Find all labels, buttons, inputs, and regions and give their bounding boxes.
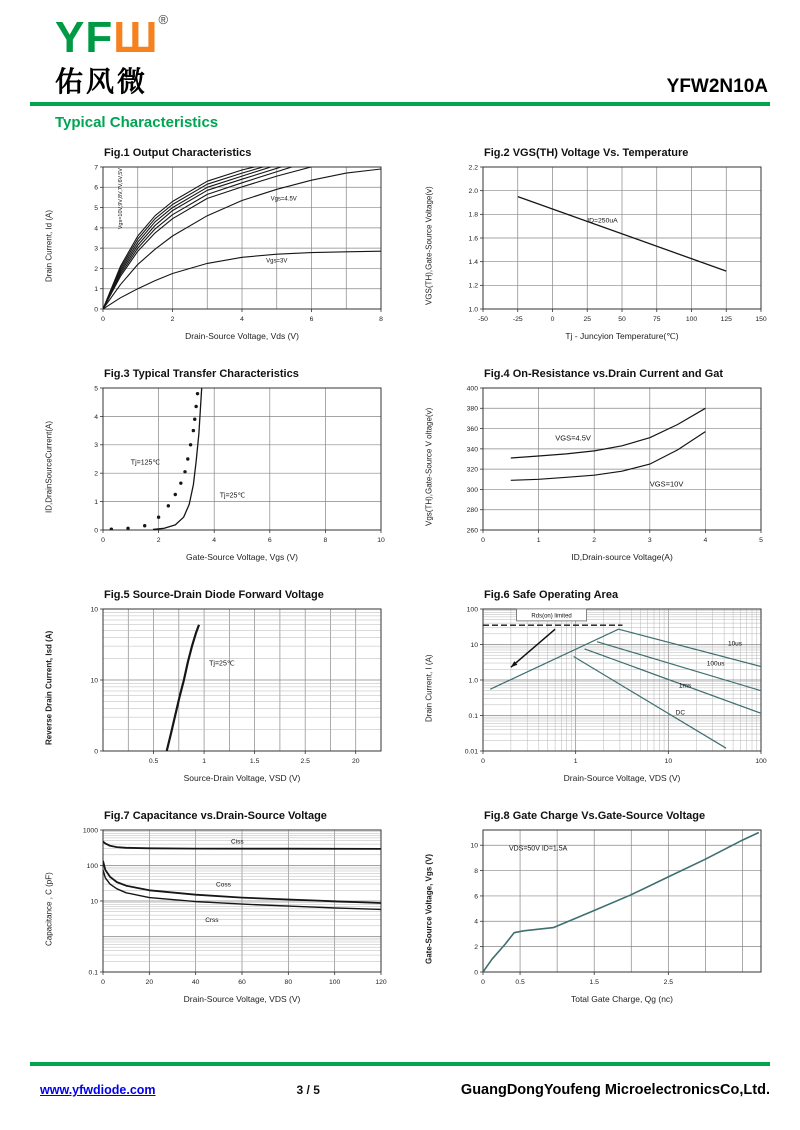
header-divider [30, 102, 770, 106]
logo-wordmark [55, 12, 170, 62]
figure-2-panel [422, 135, 794, 356]
fig5-chart [57, 603, 389, 773]
svg-text:8: 8 [379, 315, 383, 323]
svg-text:0.5: 0.5 [148, 757, 159, 765]
fig6-y-axis-label: Drain Current, I (A) [424, 653, 434, 722]
figure-4-panel [422, 356, 794, 577]
svg-text:10: 10 [470, 842, 478, 850]
fig2-chart [437, 161, 769, 331]
svg-text:0: 0 [101, 536, 105, 544]
svg-text:0: 0 [481, 536, 485, 544]
svg-text:10: 10 [664, 757, 673, 765]
svg-text:6: 6 [474, 892, 478, 900]
svg-text:1.5: 1.5 [249, 757, 260, 765]
svg-text:1: 1 [94, 285, 98, 293]
svg-text:1: 1 [94, 498, 98, 506]
svg-text:1: 1 [202, 757, 206, 765]
svg-text:Vgs=3V: Vgs=3V [266, 257, 288, 264]
svg-text:1: 1 [573, 757, 578, 765]
svg-text:1.6: 1.6 [468, 234, 478, 242]
fig3-y-axis-label: ID,DrainSourceCurrent(A) [44, 420, 54, 513]
svg-text:5: 5 [94, 384, 98, 392]
svg-text:40: 40 [191, 978, 200, 986]
registered-trademark-icon: ® [158, 12, 170, 27]
svg-text:2.0: 2.0 [468, 187, 478, 195]
fig3-chart [57, 382, 389, 552]
logo-chinese-name: 佑风微 [55, 65, 149, 97]
svg-text:Crss: Crss [205, 916, 219, 924]
section-title: Typical Characteristics [55, 113, 219, 131]
svg-text:4: 4 [240, 315, 244, 323]
svg-text:100: 100 [86, 862, 98, 870]
svg-text:5: 5 [94, 204, 98, 212]
fig1-title: Fig.1 Output Characteristics [104, 146, 252, 159]
svg-text:60: 60 [238, 978, 246, 986]
svg-text:3: 3 [94, 441, 98, 449]
svg-text:8: 8 [323, 536, 328, 544]
svg-text:0.1: 0.1 [88, 968, 98, 976]
svg-text:10: 10 [90, 897, 98, 905]
svg-text:DC: DC [675, 709, 686, 717]
svg-text:4: 4 [212, 536, 217, 544]
footer [0, 1062, 800, 1098]
svg-text:1.8: 1.8 [468, 211, 478, 219]
svg-text:2: 2 [94, 470, 98, 478]
svg-text:0: 0 [481, 757, 485, 765]
header [0, 0, 800, 100]
svg-text:Tj=25℃: Tj=25℃ [209, 660, 235, 668]
svg-text:2.5: 2.5 [663, 978, 674, 986]
svg-text:8: 8 [474, 867, 478, 875]
svg-text:100us: 100us [706, 659, 725, 667]
svg-text:4: 4 [474, 918, 478, 926]
svg-text:0: 0 [550, 315, 555, 323]
svg-text:Rds(on) limited: Rds(on) limited [531, 612, 572, 619]
svg-text:280: 280 [466, 506, 478, 514]
svg-text:2.5: 2.5 [300, 757, 310, 765]
fig1-x-axis-label: Drain-Source Voltage, Vds (V) [185, 330, 299, 341]
svg-text:125: 125 [720, 315, 732, 323]
svg-text:2: 2 [474, 943, 478, 951]
svg-text:2: 2 [592, 536, 597, 544]
svg-text:5: 5 [759, 536, 763, 544]
svg-text:7: 7 [94, 163, 98, 171]
fig5-title: Fig.5 Source-Drain Diode Forward Voltage [104, 588, 324, 601]
svg-text:260: 260 [466, 526, 478, 534]
logo-letters-orange: Ш [113, 13, 159, 62]
svg-text:0.1: 0.1 [468, 712, 478, 720]
svg-text:20: 20 [145, 978, 154, 986]
svg-text:1: 1 [536, 536, 541, 544]
svg-text:Vgs=4.5V: Vgs=4.5V [270, 196, 297, 203]
svg-text:75: 75 [652, 315, 661, 323]
fig8-x-axis-label: Total Gate Charge, Qg (nc) [570, 993, 674, 1004]
svg-text:1ms: 1ms [678, 681, 692, 689]
fig3-title: Fig.3 Typical Transfer Characteristics [104, 367, 299, 380]
svg-text:ID=250uA: ID=250uA [587, 217, 618, 225]
svg-text:VGS=4.5V: VGS=4.5V [555, 433, 591, 443]
svg-text:100: 100 [466, 605, 478, 613]
svg-text:6: 6 [309, 315, 314, 323]
svg-text:Tj=125℃: Tj=125℃ [130, 459, 161, 467]
fig1-y-axis-label: Drain Current, Id (A) [44, 209, 54, 282]
fig8-y-axis-label: Gate-Source Voltage, Vgs (V) [424, 853, 434, 964]
figure-3-panel [42, 356, 414, 577]
fig7-x-axis-label: Drain-Source Voltage, VDS (V) [183, 993, 301, 1004]
svg-text:0.01: 0.01 [464, 747, 478, 755]
fig2-title: Fig.2 VGS(TH) Voltage Vs. Temperature [484, 146, 689, 159]
svg-text:0: 0 [101, 315, 105, 323]
svg-text:120: 120 [375, 978, 387, 986]
svg-text:50: 50 [618, 315, 626, 323]
svg-text:-50: -50 [478, 315, 488, 323]
svg-text:20: 20 [351, 757, 360, 765]
fig1-chart [57, 161, 389, 331]
fig8-title: Fig.8 Gate Charge Vs.Gate-Source Voltage [484, 809, 706, 822]
svg-text:0: 0 [474, 968, 478, 976]
figures-grid [0, 131, 800, 1019]
svg-text:0: 0 [94, 526, 98, 534]
part-number: YFW2N10A [666, 75, 768, 97]
fig4-y-axis-label: Vgs(TH),Gate-Source V oltage(v) [424, 407, 434, 526]
fig7-title: Fig.7 Capacitance vs.Drain-Source Voltage [104, 809, 327, 822]
figure-7-panel [42, 798, 414, 1019]
website-link[interactable]: www.yfwdiode.com [40, 1083, 156, 1097]
svg-text:1.4: 1.4 [468, 258, 478, 266]
svg-text:400: 400 [466, 384, 478, 392]
svg-text:-25: -25 [512, 315, 523, 323]
fig6-chart [437, 603, 769, 773]
fig4-chart [437, 382, 769, 552]
svg-text:0: 0 [94, 747, 98, 755]
svg-text:80: 80 [284, 978, 293, 986]
svg-text:2.2: 2.2 [468, 163, 478, 171]
svg-text:100: 100 [755, 757, 767, 765]
svg-text:0: 0 [101, 978, 105, 986]
figure-8-panel [422, 798, 794, 1019]
svg-text:10: 10 [90, 676, 98, 684]
svg-text:0.5: 0.5 [515, 978, 525, 986]
svg-text:1000: 1000 [82, 826, 98, 834]
svg-text:3: 3 [94, 245, 98, 253]
fig8-chart [437, 824, 769, 994]
fig3-x-axis-label: Gate-Source Voltage, Vgs (V) [186, 551, 298, 562]
company-logo [55, 14, 169, 100]
fig5-x-axis-label: Source-Drain Voltage, VSD (V) [183, 772, 301, 783]
page-number: 3 / 5 [296, 1083, 320, 1097]
svg-text:Coss: Coss [216, 880, 231, 888]
svg-text:4: 4 [94, 224, 98, 232]
fig7-y-axis-label: Capacitance , C (pF) [44, 871, 54, 946]
svg-text:Vgs=10V,9V,8V,7V,6V,5V: Vgs=10V,9V,8V,7V,6V,5V [118, 167, 125, 229]
svg-text:2: 2 [170, 315, 175, 323]
svg-text:Ciss: Ciss [231, 837, 244, 845]
svg-text:1.0: 1.0 [468, 305, 478, 313]
svg-text:150: 150 [755, 315, 767, 323]
svg-text:320: 320 [466, 466, 478, 474]
svg-text:2: 2 [94, 265, 98, 273]
svg-text:360: 360 [466, 425, 478, 433]
svg-text:VDS=50V ID=1.5A: VDS=50V ID=1.5A [508, 844, 568, 852]
svg-text:6: 6 [94, 184, 98, 192]
svg-text:300: 300 [466, 486, 478, 494]
svg-text:10us: 10us [727, 639, 743, 647]
fig6-title: Fig.6 Safe Operating Area [484, 588, 619, 601]
svg-text:10: 10 [377, 536, 385, 544]
svg-text:380: 380 [466, 405, 478, 413]
svg-text:VGS=10V: VGS=10V [649, 478, 684, 488]
fig2-x-axis-label: Tj - Juncyion Temperature(℃) [565, 330, 679, 341]
svg-text:6: 6 [267, 536, 272, 544]
fig4-x-axis-label: ID,Drain-source Voltage(A) [571, 551, 673, 562]
svg-text:3: 3 [647, 536, 652, 544]
figure-1-panel [42, 135, 414, 356]
fig5-y-axis-label: Reverse Drain Current, Isd (A) [44, 630, 54, 745]
fig7-chart [57, 824, 389, 994]
svg-text:100: 100 [328, 978, 341, 986]
svg-text:4: 4 [703, 536, 708, 544]
fig6-x-axis-label: Drain-Source Voltage, VDS (V) [563, 772, 681, 783]
logo-letters-green: YF [55, 13, 114, 62]
svg-text:10: 10 [470, 641, 478, 649]
svg-text:1.2: 1.2 [468, 282, 478, 290]
svg-text:10: 10 [90, 605, 98, 613]
svg-text:1.5: 1.5 [589, 978, 599, 986]
figure-5-panel [42, 577, 414, 798]
fig4-title: Fig.4 On-Resistance vs.Drain Current and Gat [484, 367, 724, 380]
svg-text:25: 25 [583, 315, 592, 323]
svg-text:2: 2 [156, 536, 161, 544]
company-name: GuangDongYoufeng MicroelectronicsCo,Ltd. [460, 1082, 770, 1098]
svg-text:Tj=25℃: Tj=25℃ [219, 491, 246, 499]
svg-text:4: 4 [94, 413, 98, 421]
svg-text:0: 0 [481, 978, 485, 986]
svg-text:0: 0 [94, 305, 98, 313]
svg-text:100: 100 [685, 315, 698, 323]
svg-text:340: 340 [466, 445, 478, 453]
figure-6-panel [422, 577, 794, 798]
svg-text:1.0: 1.0 [468, 676, 478, 684]
fig2-y-axis-label: VGS(TH),Gate-Source Voltage(v) [424, 186, 434, 305]
